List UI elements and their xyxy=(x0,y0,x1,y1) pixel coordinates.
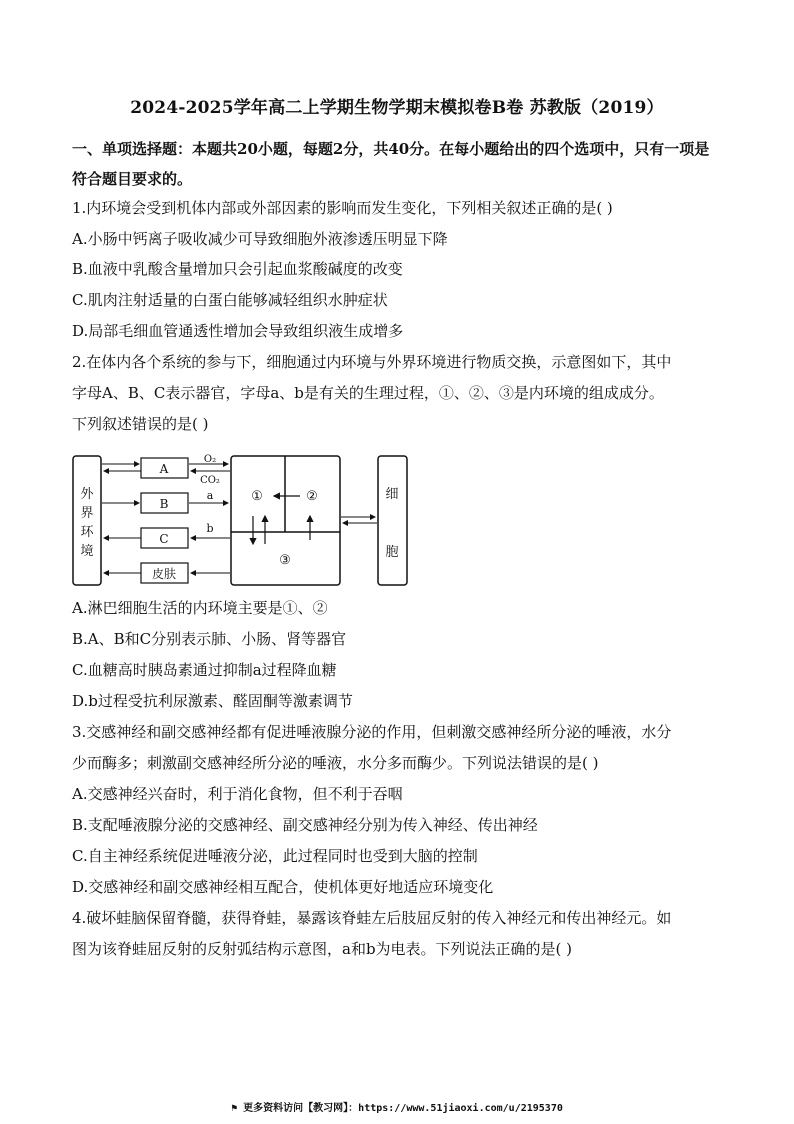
page-title: 2024-2025学年高二上学期生物学期末模拟卷B卷 苏教版（2019） xyxy=(130,98,664,118)
organ-a-label: A xyxy=(159,462,169,476)
carbon-dioxide-label: CO₂ xyxy=(200,475,220,486)
question-1-option-c: C.肌肉注射适量的白蛋白能够减轻组织水肿症状 xyxy=(72,291,388,309)
component-2-label: ② xyxy=(306,489,318,504)
homeostasis-diagram xyxy=(70,452,415,592)
skin-label: 皮肤 xyxy=(151,567,177,581)
footer-link[interactable]: 更多资料访问【教习网】：https://www.51jiaoxi.com/u/2195370 xyxy=(243,1103,563,1114)
external-label-4: 境 xyxy=(80,544,94,559)
flag-icon: ⚑ xyxy=(231,1103,238,1114)
external-label-1: 外 xyxy=(80,487,94,502)
question-1-stem: 1.内环境会受到机体内部或外部因素的影响而发生变化，下列相关叙述正确的是( ) xyxy=(72,199,613,217)
external-label-3: 环 xyxy=(80,525,94,540)
section-header: 一、单项选择题：本题共20小题，每题2分，共40分。在每小题给出的四个选项中，只有一项是符合题目要求的。 xyxy=(72,140,710,188)
question-2-option-a: A.淋巴细胞生活的内环境主要是①、② xyxy=(72,599,328,617)
process-a-label: a xyxy=(206,489,214,502)
question-3-option-d: D.交感神经和副交感神经相互配合，使机体更好地适应环境变化 xyxy=(72,878,494,896)
oxygen-label: O₂ xyxy=(203,454,217,465)
question-2-stem-line-1: 2.在体内各个系统的参与下，细胞通过内环境与外界环境进行物质交换，示意图如下，其中 xyxy=(72,353,672,371)
cell-box xyxy=(378,456,407,585)
question-1-option-a: A.小肠中钙离子吸收减少可导致细胞外液渗透压明显下降 xyxy=(72,230,448,248)
question-3-stem-line-1: 3.交感神经和副交感神经都有促进唾液腺分泌的作用，但刺激交感神经所分泌的唾液，水分 xyxy=(72,723,672,741)
question-3-option-b: B.支配唾液腺分泌的交感神经、副交感神经分别为传入神经、传出神经 xyxy=(72,816,538,834)
question-3-option-a: A.交感神经兴奋时，利于消化食物，但不利于吞咽 xyxy=(72,785,403,803)
cell-label-1: 细 xyxy=(385,487,399,502)
process-b-label: b xyxy=(206,522,214,535)
organ-c-label: C xyxy=(159,532,169,546)
question-1-option-d: D.局部毛细血管通透性增加会导致组织液生成增多 xyxy=(72,322,404,340)
component-1-label: ① xyxy=(251,489,263,504)
question-2-option-d: D.b过程受抗利尿激素、醛固酮等激素调节 xyxy=(72,692,353,710)
organ-b-label: B xyxy=(159,497,169,511)
question-2-stem-line-2: 字母A、B、C表示器官，字母a、b是有关的生理过程，①、②、③是内环境的组成成分。 xyxy=(72,384,664,402)
external-label-2: 界 xyxy=(80,506,94,521)
question-3-option-c: C.自主神经系统促进唾液分泌，此过程同时也受到大脑的控制 xyxy=(72,847,478,865)
question-4-stem-line-2: 图为该脊蛙屈反射的反射弧结构示意图，a和b为电表。下列说法正确的是( ) xyxy=(72,940,573,958)
footer xyxy=(0,1099,794,1114)
question-3-stem-line-2: 少而酶多；刺激副交感神经所分泌的唾液，水分多而酶少。下列说法错误的是( ) xyxy=(72,754,599,772)
component-3-label: ③ xyxy=(279,553,291,568)
question-2-option-b: B.A、B和C分别表示肺、小肠、肾等器官 xyxy=(72,630,347,648)
question-2-option-c: C.血糖高时胰岛素通过抑制a过程降血糖 xyxy=(72,661,337,679)
question-4-stem-line-1: 4.破坏蛙脑保留脊髓，获得脊蛙，暴露该脊蛙左后肢屈反射的传入神经元和传出神经元。如 xyxy=(72,909,672,927)
question-2-stem-line-3: 下列叙述错误的是( ) xyxy=(72,415,209,433)
question-1-option-b: B.血液中乳酸含量增加只会引起血浆酸碱度的改变 xyxy=(72,260,403,278)
cell-label-2: 胞 xyxy=(385,545,399,560)
